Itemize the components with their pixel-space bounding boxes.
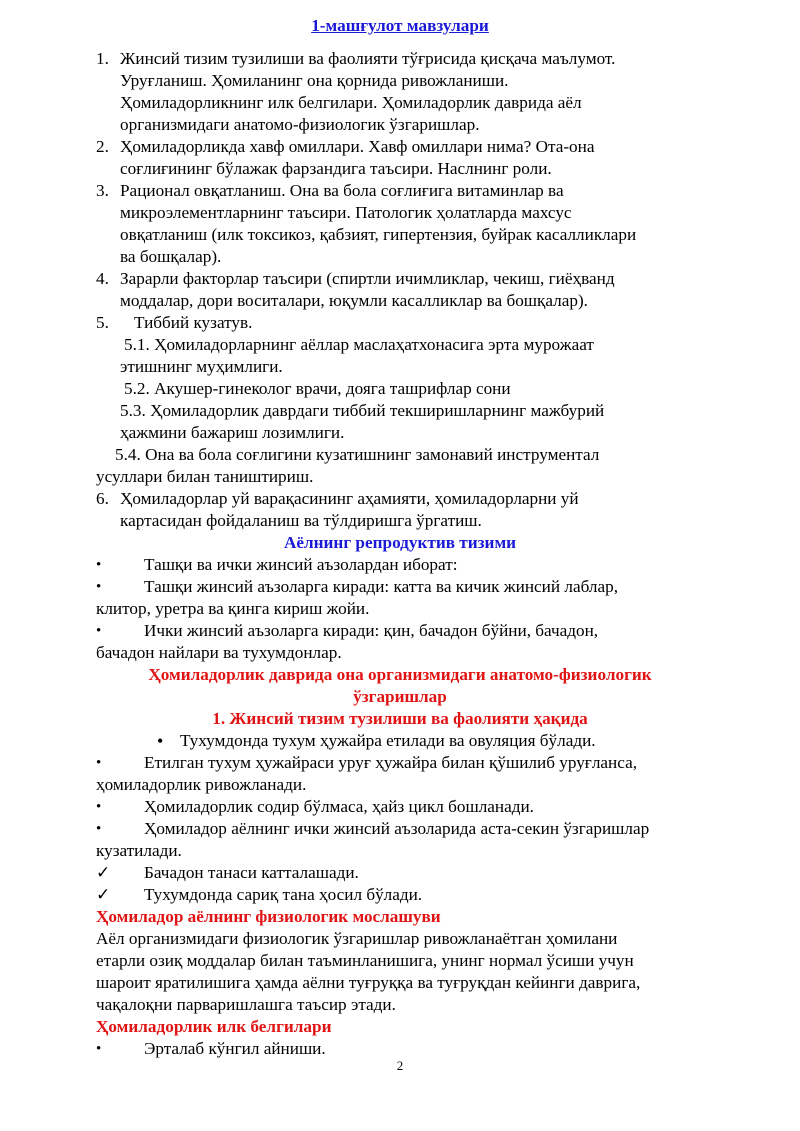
topic-line: Тиббий кузатув. bbox=[134, 313, 253, 332]
subtopic-line: 5.4. Она ва бола соғлигини кузатишнинг замонавий инструментал bbox=[115, 445, 600, 464]
bullet-icon: • bbox=[157, 731, 164, 751]
subtopic-line: этишнинг муҳимлиги. bbox=[120, 357, 283, 376]
page-title: 1-машғулот мавзулари bbox=[311, 16, 489, 35]
bullet-text: Ташқи ва ички жинсий аъзолардан иборат: bbox=[144, 555, 458, 574]
bullet-icon: • bbox=[96, 821, 102, 837]
topic-line: Рационал овқатланиш. Она ва бола соғлиғига витаминлар ва bbox=[120, 181, 564, 200]
topic-number: 6. bbox=[96, 489, 109, 508]
check-item-text: Бачадон танаси катталашади. bbox=[144, 863, 359, 882]
topic-line: Ҳомиладорликнинг илк белгилари. Ҳомиладорлик даврида аёл bbox=[120, 93, 582, 112]
paragraph-line: чақалоқни парваришлашга таъсир этади. bbox=[96, 995, 396, 1014]
bullet-text: ҳомиладорлик ривожланади. bbox=[96, 775, 307, 794]
bullet-icon: • bbox=[96, 557, 102, 573]
topic-line: Ҳомиладорликда хавф омиллари. Хавф омиллари нима? Ота-она bbox=[120, 137, 595, 156]
subtopic-line: усуллари билан таништириш. bbox=[96, 467, 314, 486]
bullet-text: Тухумдонда тухум ҳужайра етилади ва овуляция бўлади. bbox=[180, 731, 596, 750]
topic-line: организмидаги анатомо-физиологик ўзгаришлар. bbox=[120, 115, 480, 134]
paragraph-line: етарли озиқ моддалар билан таъминланишига, унинг нормал ўсиши учун bbox=[96, 951, 634, 970]
bullet-text: Етилган тухум ҳужайраси уруғ ҳужайра билан қўшилиб уруғланса, bbox=[144, 753, 638, 772]
topic-line: микроэлементларнинг таъсири. Патологик ҳолатларда махсус bbox=[120, 203, 572, 222]
topic-line: Уруғланиш. Ҳомиланинг она қорнида ривожланиши. bbox=[120, 71, 509, 90]
checkmark-icon: ✓ bbox=[96, 885, 111, 904]
checkmark-icon: ✓ bbox=[96, 863, 111, 882]
section-subheading: 1. Жинсий тизим тузилиши ва фаолияти ҳақида bbox=[212, 709, 588, 728]
bullet-text: Ҳомиладор аёлнинг ички жинсий аъзоларида аста-секин ўзгаришлар bbox=[144, 819, 650, 838]
topic-number: 2. bbox=[96, 137, 109, 156]
bullet-text: бачадон найлари ва тухумдонлар. bbox=[96, 643, 342, 662]
bullet-text: Ҳомиладорлик содир бўлмаса, ҳайз цикл бошланади. bbox=[144, 797, 534, 816]
topic-line: Зарарли факторлар таъсири (спиртли ичимликлар, чекиш, гиёҳванд bbox=[120, 269, 615, 288]
topic-line: картасидан фойдаланиш ва тўлдиришга ўргатиш. bbox=[120, 511, 482, 530]
section-heading-signs: Ҳомиладорлик илк белгилари bbox=[96, 1017, 332, 1036]
section-heading-changes: Ҳомиладорлик даврида она организмидаги анатомо-физиологик bbox=[148, 665, 652, 684]
subtopic-line: 5.3. Ҳомиладорлик даврдаги тиббий текширишларнинг мажбурий bbox=[120, 401, 605, 420]
section-heading-reproductive: Аёлнинг репродуктив тизими bbox=[283, 533, 517, 552]
topic-line: Жинсий тизим тузилиши ва фаолияти тўғрисида қисқача маълумот. bbox=[120, 49, 616, 68]
subtopic-line: ҳажмини бажариш лозимлиги. bbox=[120, 423, 345, 442]
topic-line: ва бошқалар). bbox=[120, 247, 222, 266]
check-item-text: Тухумдонда сариқ тана ҳосил бўлади. bbox=[144, 885, 423, 904]
topic-line: моддалар, дори воситалари, юқумли касалликлар ва бошқалар). bbox=[120, 291, 588, 310]
bullet-icon: • bbox=[96, 799, 102, 815]
bullet-text: кузатилади. bbox=[96, 841, 182, 860]
page-number: 2 bbox=[396, 1058, 404, 1073]
topic-number: 1. bbox=[96, 49, 109, 68]
topic-number: 3. bbox=[96, 181, 109, 200]
subtopic-line: 5.1. Ҳомиладорларнинг аёллар маслаҳатхонасига эрта мурожаат bbox=[124, 335, 594, 354]
subtopic-line: 5.2. Акушер-гинеколог врачи, дояга ташрифлар сони bbox=[124, 379, 511, 398]
bullet-icon: • bbox=[96, 579, 102, 595]
section-heading-changes: ўзгаришлар bbox=[353, 687, 447, 706]
bullet-text: клитор, уретра ва қинга кириш жойи. bbox=[96, 599, 370, 618]
bullet-text: Эрталаб кўнгил айниши. bbox=[144, 1039, 326, 1058]
topic-line: соғлиғининг бўлажак фарзандига таъсири. Наслнинг роли. bbox=[120, 159, 552, 178]
bullet-icon: • bbox=[96, 1041, 102, 1057]
topic-line: овқатланиш (илк токсикоз, қабзият, гипертензия, буйрак касалликлари bbox=[120, 225, 637, 244]
topic-number: 4. bbox=[96, 269, 109, 288]
section-heading-adaptation: Ҳомиладор аёлнинг физиологик мослашуви bbox=[96, 907, 441, 926]
bullet-text: Ички жинсий аъзоларга киради: қин, бачадон бўйни, бачадон, bbox=[144, 621, 599, 640]
topic-line: Ҳомиладорлар уй варақасининг аҳамияти, ҳомиладорларни уй bbox=[120, 489, 579, 508]
bullet-icon: • bbox=[96, 623, 102, 639]
bullet-icon: • bbox=[96, 755, 102, 771]
paragraph-line: шароит яратилишига ҳамда аёлни туғруққа ва туғруқдан кейинги даврига, bbox=[96, 973, 641, 992]
bullet-text: Ташқи жинсий аъзоларга киради: катта ва кичик жинсий лаблар, bbox=[144, 577, 618, 596]
topic-number: 5. bbox=[96, 313, 109, 332]
paragraph-line: Аёл организмидаги физиологик ўзгаришлар ривожланаётган ҳомилани bbox=[96, 929, 618, 948]
